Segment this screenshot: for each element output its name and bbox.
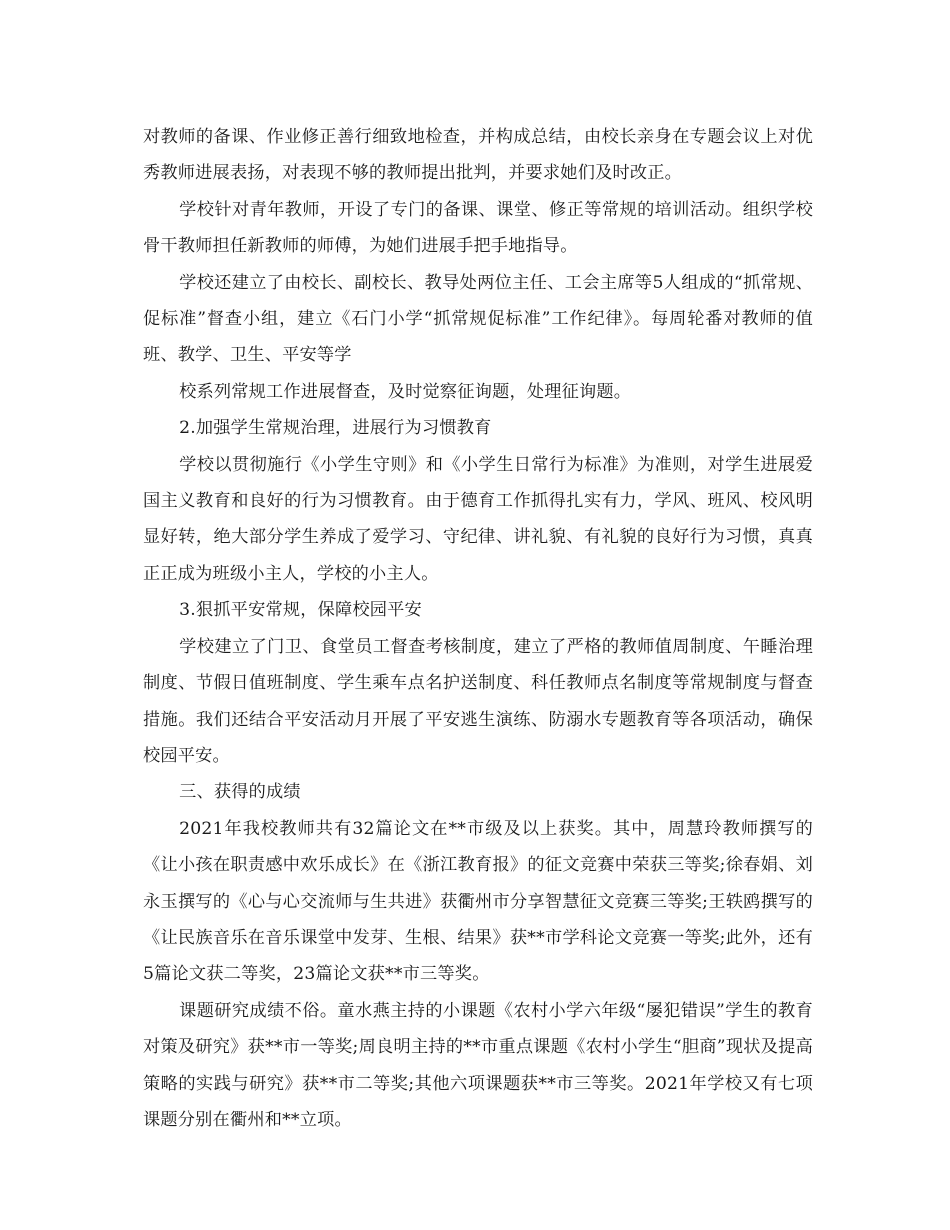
paragraph-6: 学校以贯彻施行《小学生守则》和《小学生日常行为标准》为准则，对学生进展爱国主义教育和良好的行为习惯教育。由于德育工作抓得扎实有力，学风、班风、校风明显好转，绝大部分学生养成了爱学习、守纪律、讲礼貌、有礼貌的良好行为习惯，真真正正成为班级小主人，学校的小主人。 — [143, 454, 813, 584]
paragraph-8: 学校建立了门卫、食堂员工督查考核制度，建立了严格的教师值周制度、午睡治理制度、节假日值班制度、学生乘车点名护送制度、科任教师点名制度等常规制度与督查措施。我们还结合平安活动月开展了平安逃生演练、防溺水专题教育等各项活动，确保校园平安。 — [143, 636, 813, 766]
paragraph-10: 2021年我校教师共有32篇论文在**市级及以上获奖。其中，周慧玲教师撰写的《让小孩在职责感中欢乐成长》在《浙江教育报》的征文竞赛中荣获三等奖;徐春娟、刘永玉撰写的《心与心交流师与生共进》获衢州市分享智慧征文竞赛三等奖;王轶鸥撰写的《让民族音乐在音乐课堂中发芽、生根、结果》获**市学科论文竞赛一等奖;此外，还有5篇论文获二等奖，23篇论文获**市三等奖。 — [143, 818, 813, 985]
paragraph-11: 课题研究成绩不俗。童水燕主持的小课题《农村小学六年级“屡犯错误”学生的教育对策及研究》获**市一等奖;周良明主持的**市重点课题《农村小学生“胆商”现状及提高策略的实践与研究》获**市二等奖;其他六项课题获**市三等奖。2021年学校又有七项课题分别在衢州和**立项。 — [143, 1000, 813, 1130]
section-heading-safety-routine: 3.狠抓平安常规，保障校园平安 — [179, 600, 422, 621]
paragraph-4: 校系列常规工作进展督查，及时觉察征询题，处理征询题。 — [179, 381, 632, 402]
section-heading-student-routine: 2.加强学生常规治理，进展行为习惯教育 — [179, 418, 492, 439]
section-heading-achievements: 三、获得的成绩 — [179, 782, 301, 803]
paragraph-3: 学校还建立了由校长、副校长、教导处两位主任、工会主席等5人组成的“抓常规、促标准”督查小组，建立《石门小学“抓常规促标准”工作纪律》。每周轮番对教师的值班、教学、卫生、平安等学 — [143, 272, 813, 366]
paragraph-1: 对教师的备课、作业修正善行细致地检查，并构成总结，由校长亲身在专题会议上对优秀教师进展表扬，对表现不够的教师提出批判，并要求她们及时改正。 — [143, 127, 813, 184]
document-body — [143, 119, 813, 1138]
paragraph-2: 学校针对青年教师，开设了专门的备课、课堂、修正等常规的培训活动。组织学校骨干教师担任新教师的师傅，为她们进展手把手地指导。 — [143, 199, 813, 257]
